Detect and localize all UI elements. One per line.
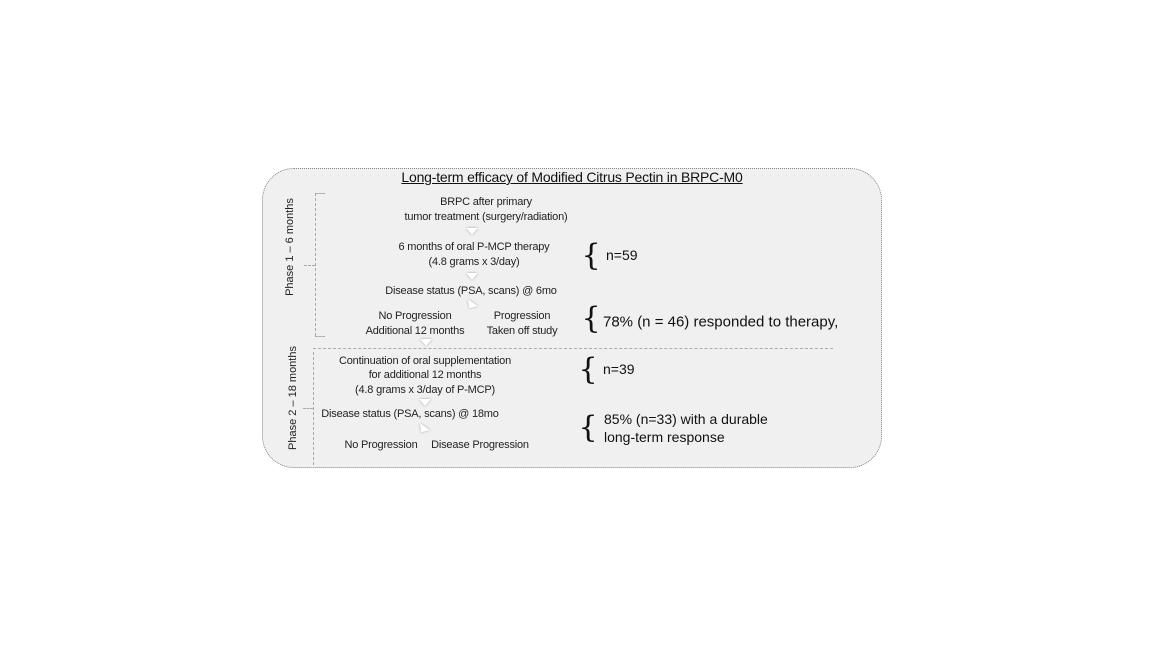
phase2-bracket	[313, 352, 314, 465]
phase2-step1-line1: Continuation of oral supplementation	[339, 355, 511, 367]
phase1-step1-line1: BRPC after primary	[440, 196, 532, 208]
phase2-response-line1: 85% (n=33) with a durable	[604, 411, 768, 427]
bracket-tick	[304, 265, 315, 266]
phase1-step1-line2: tumor treatment (surgery/radiation)	[404, 211, 568, 223]
bracket-tick	[303, 408, 313, 409]
phase1-n-note: n=59	[606, 247, 638, 263]
phase2-step2: Disease status (PSA, scans) @ 18mo	[321, 408, 499, 420]
phase1-response-note: 78% (n = 46) responded to therapy,	[603, 313, 839, 331]
phase2-step1-line3: (4.8 grams x 3/day of P-MCP)	[355, 384, 495, 396]
brace-icon: {	[581, 238, 601, 273]
phase1-bracket	[315, 193, 316, 336]
down-arrow-icon	[419, 399, 431, 406]
phase1-step2-line1: 6 months of oral P-MCP therapy	[398, 241, 550, 253]
phase2-n-note: n=39	[603, 361, 635, 377]
phase1-no-progression: No Progression	[378, 310, 452, 322]
bracket-tick	[315, 193, 325, 194]
phase1-step2-line2: (4.8 grams x 3/day)	[428, 256, 520, 268]
phase1-step3: Disease status (PSA, scans) @ 6mo	[385, 285, 557, 297]
phase1-no-progression-sub: Additional 12 months	[365, 325, 465, 337]
brace-icon: {	[581, 301, 601, 336]
phase2-response-line2: long-term response	[604, 429, 725, 445]
down-arrow-icon	[466, 273, 478, 280]
phase2-label: Phase 2 – 18 months	[287, 346, 299, 450]
phase2-no-progression: No Progression	[344, 439, 418, 451]
diagram-title: Long-term efficacy of Modified Citrus Pectin in BRPC-M0	[401, 169, 743, 185]
down-arrow-icon	[420, 339, 432, 346]
phase-divider	[313, 348, 833, 349]
bracket-tick	[315, 336, 325, 337]
phase1-progression-sub: Taken off study	[486, 325, 558, 337]
phase2-step1-line2: for additional 12 months	[368, 369, 482, 381]
brace-icon: {	[578, 410, 598, 445]
down-arrow-icon	[466, 228, 478, 235]
phase1-label: Phase 1 – 6 months	[284, 198, 296, 296]
phase2-progression: Disease Progression	[431, 439, 529, 451]
phase1-progression: Progression	[493, 310, 551, 322]
brace-icon: {	[578, 352, 598, 387]
